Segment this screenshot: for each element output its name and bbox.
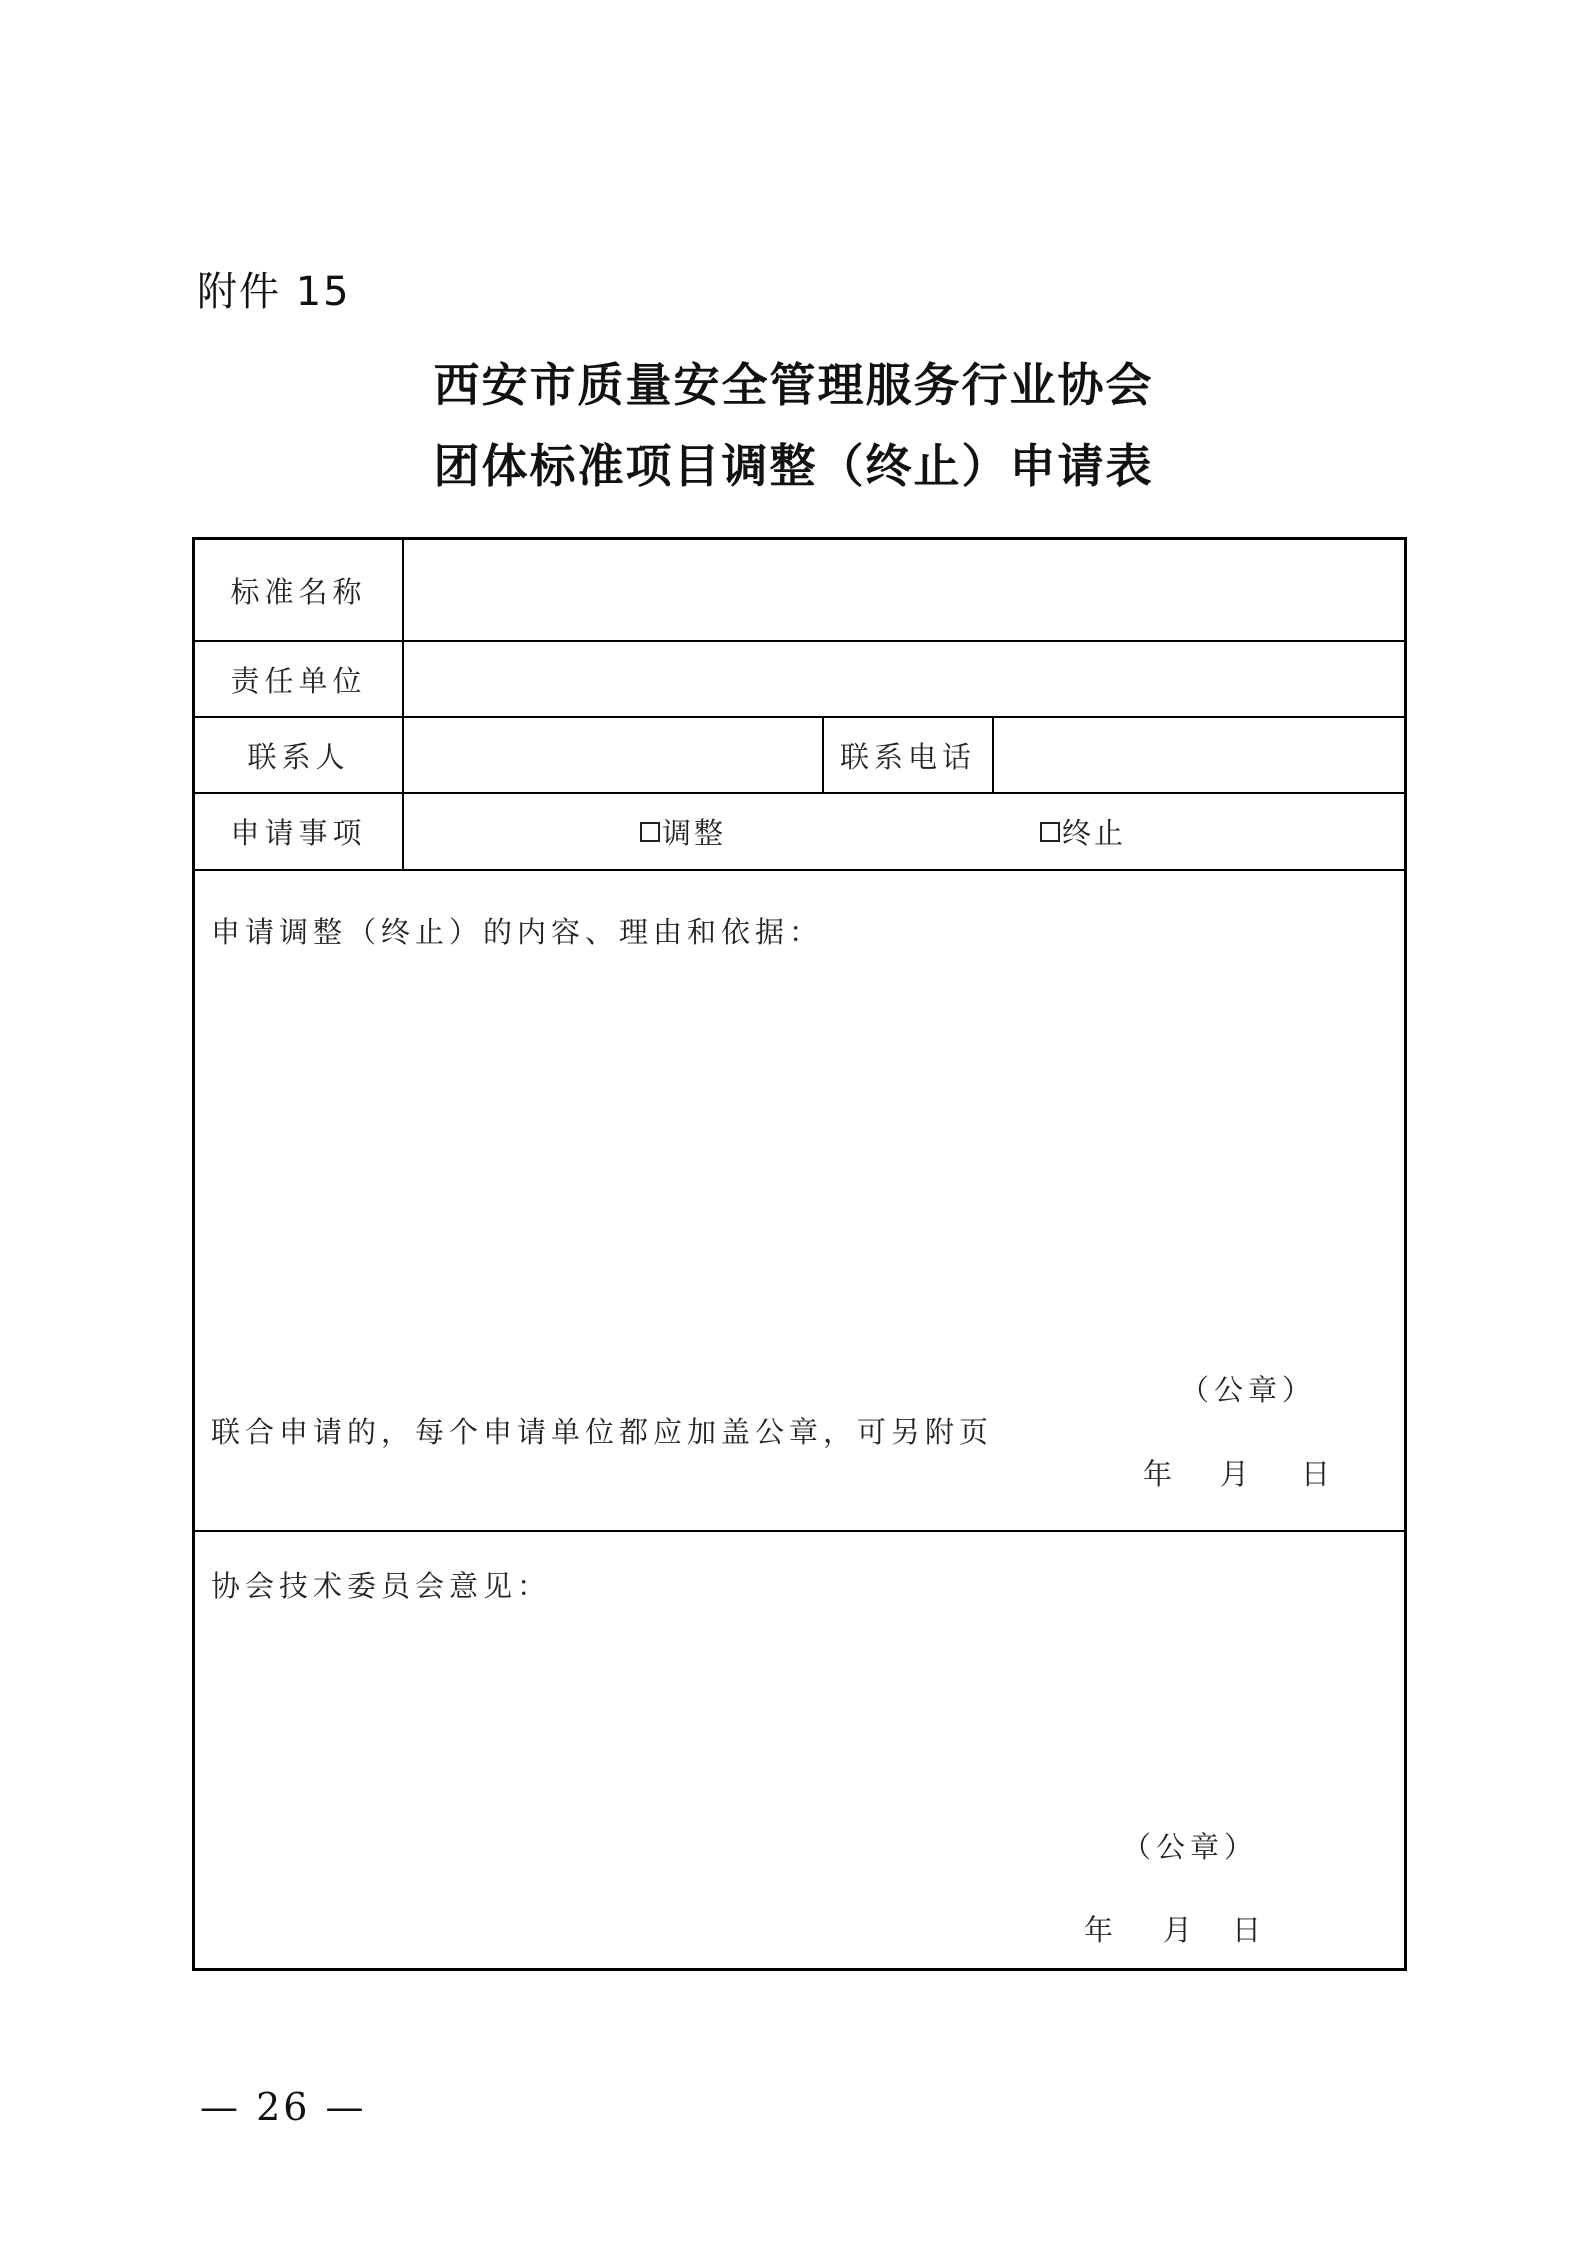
responsible-unit-field[interactable] [404, 642, 1404, 716]
adjust-checkbox[interactable] [640, 822, 660, 842]
row-divider [195, 869, 1404, 871]
row-divider [195, 1530, 1404, 1532]
committee-opinion-heading: 协会技术委员会意见： [211, 1569, 552, 1603]
terminate-option[interactable] [1040, 794, 1126, 869]
contact-phone-label: 联系电话 [839, 739, 976, 774]
adjust-option[interactable] [640, 794, 726, 869]
attachment-label: 附件 15 [197, 269, 351, 315]
committee-seal-label: （公章） [1122, 1830, 1259, 1864]
joint-application-note: 联合申请的，每个申请单位都应加盖公章，可另附页 [211, 1415, 994, 1449]
reason-seal-label: （公章） [1180, 1373, 1317, 1407]
adjust-option-label: 调整 [662, 816, 727, 850]
responsible-unit-label: 责任单位 [230, 663, 367, 698]
terminate-checkbox[interactable] [1040, 822, 1060, 842]
contact-phone-field[interactable] [994, 718, 1404, 792]
application-item-label: 申请事项 [230, 816, 367, 850]
reason-date-year: 年 [1143, 1457, 1178, 1491]
page-number: — 26 — [200, 2085, 367, 2129]
committee-date-month: 月 [1163, 1913, 1198, 1947]
application-form-table [192, 537, 1407, 1971]
contact-person-field[interactable] [404, 718, 822, 792]
form-title-line1: 西安市质量安全管理服务行业协会 [433, 358, 1154, 412]
reason-date-month: 月 [1220, 1457, 1255, 1491]
committee-date-year: 年 [1084, 1913, 1119, 1947]
standard-name-field[interactable] [404, 540, 1404, 640]
committee-date-day: 日 [1232, 1913, 1267, 1947]
terminate-option-label: 终止 [1062, 816, 1127, 850]
contact-person-label: 联系人 [247, 739, 350, 774]
form-title-line2: 团体标准项目调整（终止）申请表 [433, 439, 1154, 493]
reason-date-day: 日 [1301, 1457, 1336, 1491]
standard-name-label: 标准名称 [230, 574, 367, 609]
reason-section-heading: 申请调整（终止）的内容、理由和依据： [211, 915, 824, 949]
